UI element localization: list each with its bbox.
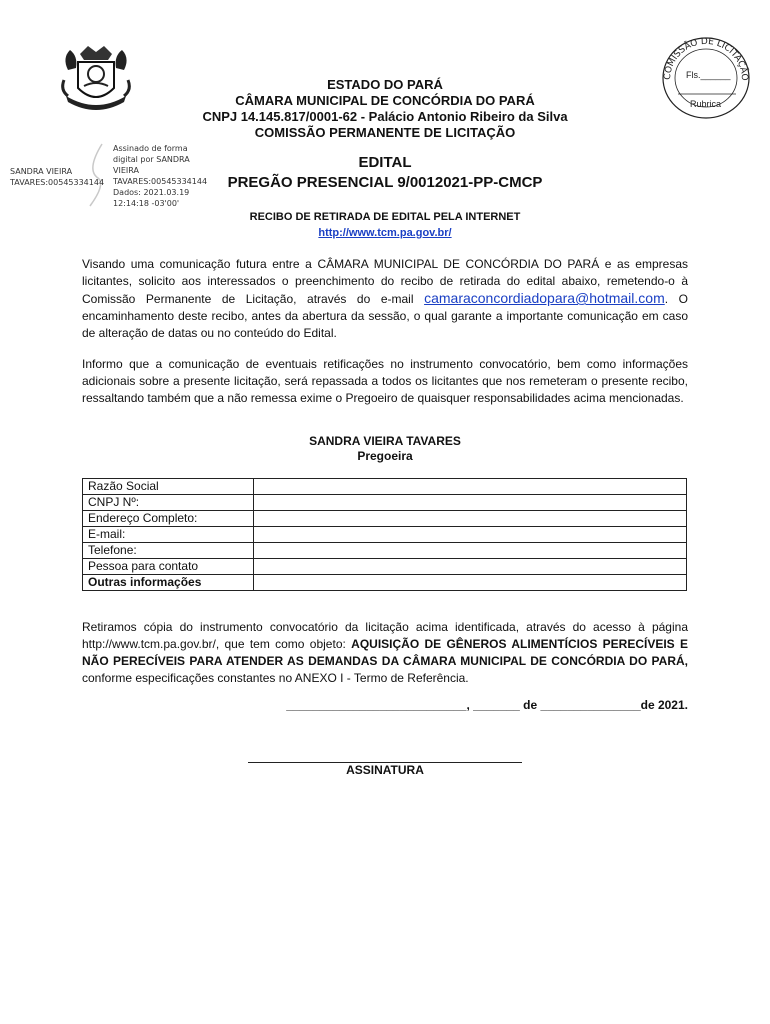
form-label-razao-social: Razão Social — [83, 479, 254, 495]
title-edital: EDITAL — [358, 154, 412, 171]
paragraph-object — [82, 619, 688, 687]
signer-block — [200, 434, 570, 464]
form-field-outras[interactable] — [254, 575, 687, 591]
paragraph1-text-a: Visando uma comunicação futura entre a CÂMARA MUNICIPAL DE CONCÓRDIA DO PARÁ e as empresas licitantes, solicito aos interessados o preenchimento do recibo de retirada do edital abaixo, remetendo-o à Comissão Permanente de Licitação, através do e-mail — [82, 257, 688, 306]
sig-right-line-3: VIEIRA — [113, 166, 139, 175]
document-header — [150, 77, 620, 141]
paragraph3-text-b: conforme especificações constantes no ANEXO I - Termo de Referência. — [82, 671, 469, 685]
header-chamber: CÂMARA MUNICIPAL DE CONCÓRDIA DO PARÁ — [235, 93, 535, 108]
form-label-contato: Pessoa para contato — [83, 559, 254, 575]
form-label-endereco: Endereço Completo: — [83, 511, 254, 527]
header-commission: COMISSÃO PERMANENTE DE LICITAÇÃO — [254, 125, 516, 140]
signer-name: SANDRA VIEIRA TAVARES — [309, 434, 461, 448]
form-row — [83, 543, 687, 559]
paragraph-communication — [82, 256, 688, 342]
form-row — [83, 495, 687, 511]
stamp-rubrica: Rubrica — [690, 99, 722, 109]
digital-signature-details — [113, 143, 207, 209]
date-line: ___________________________, _______ de _______________de 2021. — [286, 698, 688, 712]
form-field-email[interactable] — [254, 527, 687, 543]
form-field-endereco[interactable] — [254, 511, 687, 527]
stamp-ring-text: COMISSÃO DE LICITAÇÃO — [662, 36, 750, 82]
commission-stamp — [656, 32, 756, 120]
document-title — [200, 153, 570, 193]
stamp-circle — [656, 32, 756, 120]
sig-right-line-5: Dados: 2021.03.19 — [113, 188, 190, 197]
email-link[interactable]: camaraconcordiadopara@hotmail.com — [424, 290, 665, 306]
form-row — [83, 511, 687, 527]
sig-right-line-1: Assinado de forma — [113, 144, 188, 153]
form-field-telefone[interactable] — [254, 543, 687, 559]
form-field-contato[interactable] — [254, 559, 687, 575]
form-label-outras: Outras informações — [83, 575, 254, 591]
form-label-telefone: Telefone: — [83, 543, 254, 559]
form-label-cnpj: CNPJ Nº: — [83, 495, 254, 511]
sig-right-line-4: TAVARES:00545334144 — [113, 177, 208, 186]
form-field-razao-social[interactable] — [254, 479, 687, 495]
header-state: ESTADO DO PARÁ — [327, 77, 443, 92]
recibo-heading — [200, 209, 570, 241]
header-cnpj: CNPJ 14.145.817/0001-62 - Palácio Antonio Ribeiro da Silva — [202, 109, 568, 124]
paragraph1-text-b: . O encaminhamento deste recibo, antes da abertura da sessão, o qual garante a importante comunicação em caso de alteração de datas ou no conteúdo do Edital. — [82, 292, 688, 340]
sig-right-line-2: digital por SANDRA — [113, 155, 190, 164]
form-row — [83, 559, 687, 575]
coat-of-arms-logo — [58, 40, 134, 114]
sig-right-line-6: 12:14:18 -03'00' — [113, 199, 180, 208]
form-row — [83, 575, 687, 591]
receipt-form-table — [82, 478, 687, 591]
sig-left-line-1: SANDRA VIEIRA — [10, 167, 73, 176]
title-pregao: PREGÃO PRESENCIAL 9/0012021-PP-CMCP — [227, 174, 543, 191]
form-row — [83, 527, 687, 543]
recibo-title: RECIBO DE RETIRADA DE EDITAL PELA INTERNET — [249, 211, 521, 223]
digital-signature-name — [10, 166, 104, 188]
form-field-cnpj[interactable] — [254, 495, 687, 511]
stamp-fls: Fls.______ — [686, 70, 731, 80]
sig-left-line-2: TAVARES:00545334144 — [10, 178, 105, 187]
signature-line — [248, 748, 522, 763]
paragraph-rectifications: Informo que a comunicação de eventuais retificações no instrumento convocatório, bem como informações adicionais sobre a presente licitação, será repassada a todos os licitantes que nos remeteram o presente recibo, ressaltando também que a não remessa exime o Pregoeiro de quaisquer responsabilidades acima mencionadas. — [82, 357, 688, 405]
paragraph3-object: AQUISIÇÃO DE GÊNEROS ALIMENTÍCIOS PERECÍVEIS E NÃO PERECÍVEIS PARA ATENDER AS DEMANDAS DA CÂMARA MUNICIPAL DE CONCÓRDIA DO PARÁ, — [82, 637, 689, 668]
tcm-link[interactable]: http://www.tcm.pa.gov.br/ — [318, 227, 452, 239]
paragraph3-text-a: Retiramos cópia do instrumento convocatório da licitação acima identificada, através do acesso à página http://www.tcm.pa.gov.br/, que tem como objeto: — [82, 620, 688, 651]
signature-label: ASSINATURA — [346, 763, 424, 777]
form-label-email: E-mail: — [83, 527, 254, 543]
form-row — [83, 479, 687, 495]
signer-role: Pregoeira — [357, 449, 413, 463]
